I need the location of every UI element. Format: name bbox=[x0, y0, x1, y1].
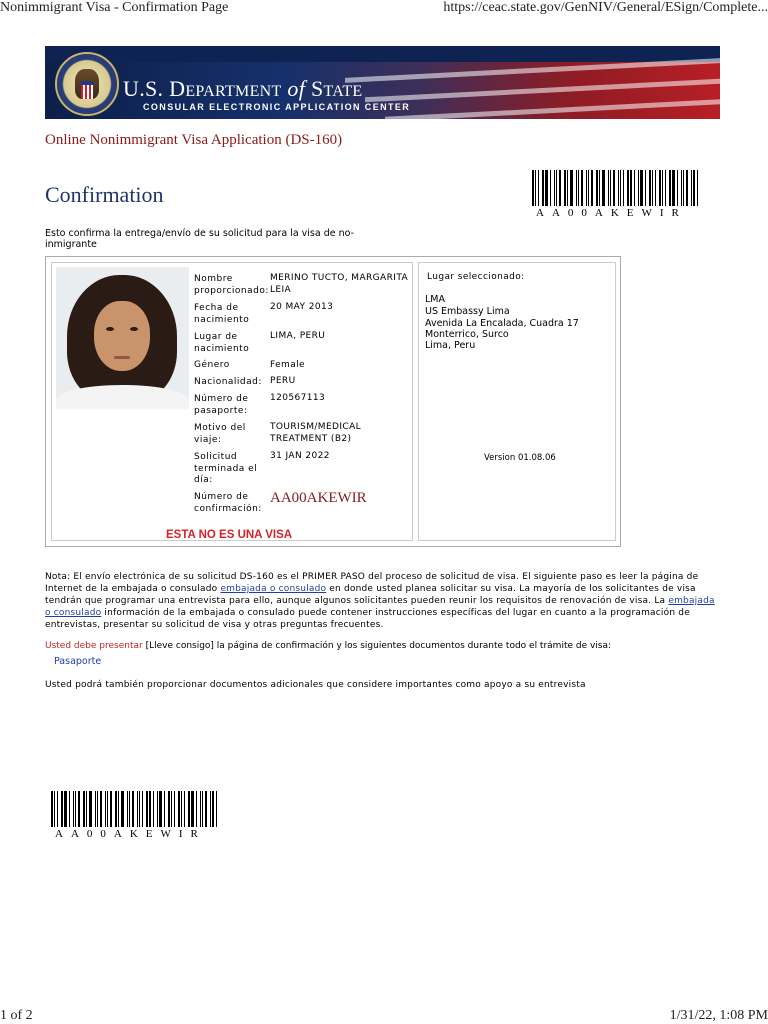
barcode-bar bbox=[535, 170, 536, 206]
name-label: Nombre proporcionado: bbox=[194, 274, 269, 296]
barcode-bar bbox=[638, 170, 639, 206]
barcode-bar bbox=[693, 170, 695, 206]
barcode-bar bbox=[538, 170, 539, 206]
barcode-bar bbox=[129, 791, 130, 827]
barcode-bar bbox=[618, 170, 619, 206]
not-a-visa-warning: ESTA NO ES UNA VISA bbox=[166, 529, 293, 541]
barcode-bar bbox=[588, 170, 589, 206]
barcode-bar bbox=[200, 791, 201, 827]
barcode-bar bbox=[86, 791, 87, 827]
dos-banner bbox=[45, 46, 720, 119]
barcode-bar bbox=[146, 791, 148, 827]
barcode-bar bbox=[672, 170, 675, 206]
page-heading: Confirmation bbox=[45, 182, 164, 207]
barcode-bar bbox=[545, 170, 548, 206]
barcode-bar bbox=[153, 791, 154, 827]
barcode-bar bbox=[149, 791, 151, 827]
dob-value: 20 MAY 2013 bbox=[270, 302, 334, 312]
application-title: Online Nonimmigrant Visa Application (DS-160) bbox=[45, 132, 343, 148]
gender-value: Female bbox=[270, 360, 305, 370]
barcode-bar bbox=[578, 170, 579, 206]
barcode-bar bbox=[634, 170, 635, 206]
barcode-bar bbox=[669, 170, 671, 206]
barcode-bar bbox=[157, 791, 158, 827]
barcode-bar bbox=[630, 170, 632, 206]
barcode-bar bbox=[532, 170, 534, 206]
passport-item: Pasaporte bbox=[54, 656, 102, 667]
banner-top-strip bbox=[45, 46, 720, 62]
barcode-bar bbox=[184, 791, 185, 827]
banner-title: U.S. DEPARTMENT of STATE bbox=[123, 76, 363, 101]
barcode-bar bbox=[697, 170, 698, 206]
barcode-bar bbox=[596, 170, 598, 206]
barcode-bar bbox=[97, 791, 98, 827]
applicant-photo bbox=[56, 267, 189, 409]
note-paragraph: Nota: El envío electrónica de su solicitud DS-160 es el PRIMER PASO del proceso de solicitud de visa. El siguiente paso es leer la página de Internet de la embajada o consulado embajada o consulado en donde usted planea solicitar su visa. La mayoría de los solicitantes de visa tendrán que programar una entrevista para ello, aunque algunos solicitantes pueden reunir los requisitos de renovación de visa. La embajada o consulado información de la embajada o consulado puede contener instrucciones específicas del lugar en cuanto a la programación de entrevistas, presentar su solicitud de visa y otras preguntas frecuentes. bbox=[45, 572, 715, 630]
barcode-bar bbox=[51, 791, 53, 827]
print-page-number: 1 of 2 bbox=[0, 1008, 33, 1023]
barcode-bar bbox=[662, 170, 663, 206]
barcode-bar bbox=[205, 791, 207, 827]
barcode-bar bbox=[115, 791, 117, 827]
barcode-bar bbox=[142, 791, 143, 827]
barcode-bar bbox=[216, 791, 217, 827]
barcode-bar bbox=[645, 170, 646, 206]
intro-text: Esto confirma la entrega/envío de su solicitud para la visa de no-inmigrante bbox=[45, 228, 355, 250]
barcode-bar bbox=[132, 791, 134, 827]
gender-label: Género bbox=[194, 360, 230, 370]
completed-value: 31 JAN 2022 bbox=[270, 451, 330, 461]
pob-label: Lugar de nacimiento bbox=[194, 332, 250, 354]
barcode-bar bbox=[164, 791, 165, 827]
barcode-bar bbox=[599, 170, 600, 206]
barcode-bar bbox=[178, 791, 180, 827]
barcode-bar bbox=[78, 791, 80, 827]
pob-value: LIMA, PERU bbox=[270, 331, 326, 341]
barcode-bar bbox=[95, 791, 96, 827]
confirmation-label: Número de confirmación: bbox=[194, 492, 262, 514]
barcode-bar bbox=[196, 791, 197, 827]
barcode-bar bbox=[73, 791, 74, 827]
barcode-bar bbox=[581, 170, 583, 206]
banner-subtitle: CONSULAR ELECTRONIC APPLICATION CENTER bbox=[143, 102, 411, 112]
barcode-bar bbox=[127, 791, 128, 827]
embassy-consulate-link[interactable]: embajada o consulado bbox=[220, 584, 327, 594]
barcode-bar bbox=[681, 170, 682, 206]
barcode-bar bbox=[610, 170, 611, 206]
location-panel bbox=[418, 262, 616, 541]
location-line-3: Monterrico, Surco bbox=[425, 329, 509, 340]
barcode-bar bbox=[623, 170, 624, 206]
purpose-label: Motivo del viaje: bbox=[194, 423, 246, 445]
barcode-bar bbox=[107, 791, 108, 827]
barcode-bar bbox=[608, 170, 609, 206]
barcode-bar bbox=[564, 170, 566, 206]
passport-value: 120567113 bbox=[270, 393, 326, 403]
barcode-bar bbox=[649, 170, 651, 206]
location-line-2: Avenida La Encalada, Cuadra 17 bbox=[425, 318, 579, 329]
barcode-bar bbox=[69, 791, 70, 827]
print-page-url: https://ceac.state.gov/GenNIV/General/ESign/Complete... bbox=[443, 0, 768, 15]
additional-documents-text: Usted podrá también proporcionar documentos adicionales que considere importantes como apoyo a su entrevista bbox=[45, 680, 586, 690]
confirmation-barcode bbox=[532, 170, 702, 206]
barcode-bar bbox=[105, 791, 106, 827]
barcode-bar bbox=[542, 170, 544, 206]
barcode-bar bbox=[613, 170, 615, 206]
barcode-bar bbox=[567, 170, 568, 206]
print-page-title: Nonimmigrant Visa - Confirmation Page bbox=[0, 0, 229, 15]
barcode-caption: AA00AKEWIR bbox=[536, 207, 687, 219]
barcode-bar bbox=[118, 791, 119, 827]
print-datetime: 1/31/22, 1:08 PM bbox=[669, 1008, 768, 1023]
barcode-bar bbox=[586, 170, 587, 206]
barcode-bar bbox=[550, 170, 551, 206]
applicant-info-box bbox=[45, 256, 621, 547]
barcode-bar bbox=[570, 170, 573, 206]
embassy-consulate-link-2[interactable]: embajada o consulado bbox=[45, 596, 715, 618]
barcode-bar bbox=[576, 170, 577, 206]
barcode-bar bbox=[64, 791, 67, 827]
barcode-bar bbox=[139, 791, 140, 827]
barcode-bar bbox=[554, 170, 555, 206]
barcode-bar bbox=[89, 791, 92, 827]
barcode-bar bbox=[210, 791, 211, 827]
barcode-bar bbox=[57, 791, 58, 827]
required-documents-text: Usted debe presentar [Lleve consigo] la página de confirmación y los siguientes documentos durante todo el trámite de visa: bbox=[45, 641, 612, 651]
barcode-bar bbox=[683, 170, 684, 206]
location-line-4: Lima, Peru bbox=[425, 340, 476, 351]
barcode-bar bbox=[212, 791, 214, 827]
barcode-bar bbox=[640, 170, 643, 206]
barcode-bar bbox=[686, 170, 688, 206]
version-text: Version 01.08.06 bbox=[484, 453, 556, 463]
location-code: LMA bbox=[425, 294, 445, 305]
barcode-bar bbox=[191, 791, 194, 827]
barcode-bar bbox=[691, 170, 692, 206]
applicant-details-panel bbox=[51, 262, 413, 541]
passport-label: Número de pasaporte: bbox=[194, 394, 249, 416]
barcode-caption-bottom: AA00AKEWIR bbox=[55, 828, 206, 840]
name-value: MERINO TUCTO, MARGARITA LEIA bbox=[270, 273, 409, 295]
barcode-bar bbox=[100, 791, 102, 827]
confirmation-barcode-bottom bbox=[51, 791, 221, 827]
shield-icon bbox=[81, 81, 93, 99]
barcode-bar bbox=[652, 170, 653, 206]
barcode-bar bbox=[110, 791, 112, 827]
barcode-bar bbox=[137, 791, 138, 827]
barcode-bar bbox=[627, 170, 629, 206]
barcode-bar bbox=[75, 791, 76, 827]
barcode-bar bbox=[168, 791, 170, 827]
barcode-bar bbox=[61, 791, 63, 827]
barcode-bar bbox=[83, 791, 85, 827]
state-department-seal-icon bbox=[55, 52, 119, 116]
barcode-bar bbox=[202, 791, 203, 827]
barcode-bar bbox=[559, 170, 561, 206]
barcode-bar bbox=[659, 170, 661, 206]
purpose-value: TOURISM/MEDICAL TREATMENT (B2) bbox=[270, 422, 362, 444]
flag-stripe bbox=[385, 99, 720, 119]
barcode-bar bbox=[677, 170, 678, 206]
location-label: Lugar seleccionado: bbox=[427, 272, 525, 282]
barcode-bar bbox=[171, 791, 172, 827]
barcode-bar bbox=[602, 170, 605, 206]
barcode-bar bbox=[665, 170, 666, 206]
barcode-bar bbox=[54, 791, 55, 827]
confirmation-number: AA00AKEWIR bbox=[270, 490, 367, 506]
flag-stripe bbox=[365, 79, 720, 103]
barcode-bar bbox=[591, 170, 593, 206]
barcode-bar bbox=[188, 791, 190, 827]
barcode-bar bbox=[121, 791, 124, 827]
barcode-bar bbox=[620, 170, 621, 206]
barcode-bar bbox=[174, 791, 175, 827]
nationality-label: Nacionalidad: bbox=[194, 377, 262, 387]
completed-label: Solicitud terminada el día: bbox=[194, 452, 258, 485]
location-line-1: US Embassy Lima bbox=[425, 306, 510, 317]
barcode-bar bbox=[181, 791, 182, 827]
dob-label: Fecha de nacimiento bbox=[194, 303, 250, 325]
barcode-bar bbox=[556, 170, 557, 206]
barcode-bar bbox=[655, 170, 656, 206]
barcode-bar bbox=[159, 791, 162, 827]
nationality-value: PERU bbox=[270, 376, 296, 386]
